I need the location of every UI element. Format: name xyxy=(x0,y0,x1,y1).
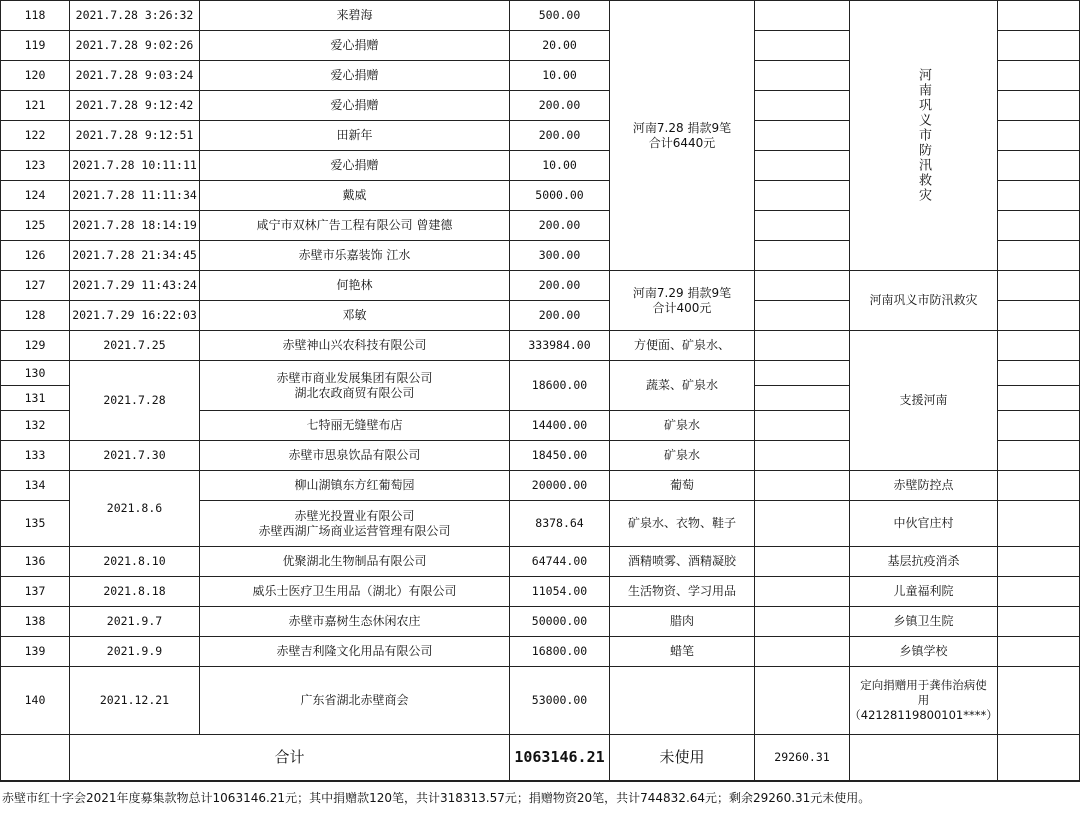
row-number: 130 xyxy=(0,361,70,386)
row-number: 138 xyxy=(0,607,70,637)
row-number: 132 xyxy=(0,411,70,441)
empty-cell xyxy=(755,637,850,667)
donation-amount: 20.00 xyxy=(510,31,610,61)
empty-cell xyxy=(998,301,1080,331)
usage-purpose: 河南巩义市防汛救灾 xyxy=(850,271,998,331)
empty-cell xyxy=(755,91,850,121)
donation-date: 2021.7.28 3:26:32 xyxy=(70,0,200,31)
row-number: 139 xyxy=(0,637,70,667)
empty-cell xyxy=(998,607,1080,637)
goods-description: 生活物资、学习用品 xyxy=(610,577,755,607)
donation-date: 2021.7.28 18:14:19 xyxy=(70,211,200,241)
usage-purpose: 河南巩义市防汛救灾 xyxy=(850,0,998,271)
footer-summary-note: 赤壁市红十字会2021年度募集款物总计1063146.21元；其中捐赠款120笔，共计318313.57元；捐赠物资20笔，共计744832.64元；剩余29260.31元未使用。 xyxy=(0,781,1080,813)
cash-donation-summary: 河南7.29 捐款9笔 合计400元 xyxy=(610,271,755,331)
empty-cell xyxy=(755,181,850,211)
empty-cell xyxy=(998,361,1080,386)
empty-cell xyxy=(998,271,1080,301)
donation-amount: 200.00 xyxy=(510,211,610,241)
empty-cell xyxy=(998,0,1080,31)
row-number: 125 xyxy=(0,211,70,241)
usage-purpose: 赤壁防控点 xyxy=(850,471,998,501)
usage-purpose: 乡镇卫生院 xyxy=(850,607,998,637)
donor-name: 邓敏 xyxy=(200,301,510,331)
usage-purpose: 定向捐赠用于龚伟治病使 用 （42128119800101****） xyxy=(850,667,998,735)
row-number: 140 xyxy=(0,667,70,735)
empty-cell xyxy=(998,211,1080,241)
row-number: 131 xyxy=(0,386,70,411)
donation-amount: 53000.00 xyxy=(510,667,610,735)
usage-purpose: 基层抗疫消杀 xyxy=(850,547,998,577)
donation-amount: 300.00 xyxy=(510,241,610,271)
goods-description xyxy=(610,667,755,735)
donation-amount: 5000.00 xyxy=(510,181,610,211)
empty-cell xyxy=(755,547,850,577)
donation-date: 2021.9.7 xyxy=(70,607,200,637)
donation-amount: 18450.00 xyxy=(510,441,610,471)
donation-date: 2021.9.9 xyxy=(70,637,200,667)
goods-description: 蜡笔 xyxy=(610,637,755,667)
empty-cell xyxy=(755,386,850,411)
donation-amount: 200.00 xyxy=(510,271,610,301)
empty-cell xyxy=(755,607,850,637)
row-number: 136 xyxy=(0,547,70,577)
donation-amount: 500.00 xyxy=(510,0,610,31)
donor-name: 爱心捐赠 xyxy=(200,151,510,181)
donation-date: 2021.7.28 xyxy=(70,361,200,441)
donation-date: 2021.7.28 11:11:34 xyxy=(70,181,200,211)
unused-amount: 29260.31 xyxy=(755,735,850,781)
donor-name: 广东省湖北赤壁商会 xyxy=(200,667,510,735)
empty-cell xyxy=(755,61,850,91)
donation-date: 2021.7.28 10:11:11 xyxy=(70,151,200,181)
empty-cell xyxy=(755,0,850,31)
donation-date: 2021.8.6 xyxy=(70,471,200,547)
donation-date: 2021.7.28 9:02:26 xyxy=(70,31,200,61)
donation-amount: 8378.64 xyxy=(510,501,610,547)
donation-date: 2021.8.18 xyxy=(70,577,200,607)
row-number: 124 xyxy=(0,181,70,211)
empty-cell xyxy=(998,501,1080,547)
donor-name: 赤壁市嘉树生态休闲农庄 xyxy=(200,607,510,637)
donor-name: 威乐士医疗卫生用品（湖北）有限公司 xyxy=(200,577,510,607)
row-number: 118 xyxy=(0,0,70,31)
empty-cell xyxy=(850,735,998,781)
donor-name: 赤壁神山兴农科技有限公司 xyxy=(200,331,510,361)
donor-name: 何艳林 xyxy=(200,271,510,301)
donation-amount: 10.00 xyxy=(510,61,610,91)
donor-name: 爱心捐赠 xyxy=(200,61,510,91)
empty-cell xyxy=(998,735,1080,781)
donor-name: 优聚湖北生物制品有限公司 xyxy=(200,547,510,577)
usage-purpose: 中伙官庄村 xyxy=(850,501,998,547)
empty-cell xyxy=(998,667,1080,735)
empty-cell xyxy=(998,441,1080,471)
unused-label: 未使用 xyxy=(610,735,755,781)
total-amount: 1063146.21 xyxy=(510,735,610,781)
row-number: 128 xyxy=(0,301,70,331)
empty-cell xyxy=(755,151,850,181)
usage-purpose: 支援河南 xyxy=(850,331,998,471)
row-number: 126 xyxy=(0,241,70,271)
row-number: 129 xyxy=(0,331,70,361)
donor-name: 赤壁市乐嘉装饰 江水 xyxy=(200,241,510,271)
donor-name: 赤壁光投置业有限公司 赤壁西湖广场商业运营管理有限公司 xyxy=(200,501,510,547)
donation-date: 2021.8.10 xyxy=(70,547,200,577)
empty-cell xyxy=(755,411,850,441)
donor-name: 赤壁吉利隆文化用品有限公司 xyxy=(200,637,510,667)
donation-date: 2021.7.28 9:03:24 xyxy=(70,61,200,91)
donation-amount: 16800.00 xyxy=(510,637,610,667)
empty-cell xyxy=(998,547,1080,577)
row-number: 133 xyxy=(0,441,70,471)
row-number: 119 xyxy=(0,31,70,61)
donor-name: 赤壁市商业发展集团有限公司 湖北农政商贸有限公司 xyxy=(200,361,510,411)
cash-donation-summary: 河南7.28 捐款9笔 合计6440元 xyxy=(610,0,755,271)
empty-cell xyxy=(755,501,850,547)
donation-amount: 200.00 xyxy=(510,301,610,331)
empty-cell xyxy=(998,386,1080,411)
donor-name: 田新年 xyxy=(200,121,510,151)
empty-cell xyxy=(755,331,850,361)
donation-amount: 50000.00 xyxy=(510,607,610,637)
empty-cell xyxy=(755,471,850,501)
donation-date: 2021.7.28 9:12:51 xyxy=(70,121,200,151)
empty-cell xyxy=(998,151,1080,181)
donation-amount: 200.00 xyxy=(510,91,610,121)
row-number: 122 xyxy=(0,121,70,151)
empty-cell xyxy=(998,471,1080,501)
empty-cell xyxy=(998,331,1080,361)
usage-purpose: 儿童福利院 xyxy=(850,577,998,607)
goods-description: 矿泉水、衣物、鞋子 xyxy=(610,501,755,547)
empty-cell xyxy=(0,735,70,781)
empty-cell xyxy=(998,181,1080,211)
usage-purpose: 乡镇学校 xyxy=(850,637,998,667)
donation-date: 2021.7.29 16:22:03 xyxy=(70,301,200,331)
row-number: 134 xyxy=(0,471,70,501)
goods-description: 矿泉水 xyxy=(610,441,755,471)
donation-date: 2021.7.30 xyxy=(70,441,200,471)
empty-cell xyxy=(755,121,850,151)
empty-cell xyxy=(755,211,850,241)
donation-date: 2021.7.29 11:43:24 xyxy=(70,271,200,301)
empty-cell xyxy=(998,61,1080,91)
row-number: 127 xyxy=(0,271,70,301)
donor-name: 爱心捐赠 xyxy=(200,31,510,61)
goods-description: 矿泉水 xyxy=(610,411,755,441)
donation-date: 2021.12.21 xyxy=(70,667,200,735)
empty-cell xyxy=(998,121,1080,151)
goods-description: 酒精喷雾、酒精凝胶 xyxy=(610,547,755,577)
row-number: 137 xyxy=(0,577,70,607)
donation-amount: 11054.00 xyxy=(510,577,610,607)
empty-cell xyxy=(755,301,850,331)
donor-name: 七特丽无缝壁布店 xyxy=(200,411,510,441)
goods-description: 方便面、矿泉水、 xyxy=(610,331,755,361)
empty-cell xyxy=(998,91,1080,121)
empty-cell xyxy=(755,441,850,471)
empty-cell xyxy=(998,637,1080,667)
empty-cell xyxy=(998,411,1080,441)
empty-cell xyxy=(755,577,850,607)
donation-amount: 14400.00 xyxy=(510,411,610,441)
row-number: 121 xyxy=(0,91,70,121)
goods-description: 腊肉 xyxy=(610,607,755,637)
donor-name: 赤壁市思泉饮品有限公司 xyxy=(200,441,510,471)
empty-cell xyxy=(755,667,850,735)
row-number: 120 xyxy=(0,61,70,91)
donor-name: 来碧海 xyxy=(200,0,510,31)
donation-amount: 10.00 xyxy=(510,151,610,181)
donation-amount: 200.00 xyxy=(510,121,610,151)
donation-amount: 64744.00 xyxy=(510,547,610,577)
goods-description: 葡萄 xyxy=(610,471,755,501)
empty-cell xyxy=(998,577,1080,607)
donor-name: 戴威 xyxy=(200,181,510,211)
donation-date: 2021.7.28 9:12:42 xyxy=(70,91,200,121)
donor-name: 爱心捐赠 xyxy=(200,91,510,121)
row-number: 123 xyxy=(0,151,70,181)
donation-amount: 20000.00 xyxy=(510,471,610,501)
empty-cell xyxy=(755,31,850,61)
donation-date: 2021.7.28 21:34:45 xyxy=(70,241,200,271)
empty-cell xyxy=(998,241,1080,271)
empty-cell xyxy=(998,31,1080,61)
donation-date: 2021.7.25 xyxy=(70,331,200,361)
total-label: 合计 xyxy=(70,735,510,781)
empty-cell xyxy=(755,271,850,301)
donation-amount: 18600.00 xyxy=(510,361,610,411)
row-number: 135 xyxy=(0,501,70,547)
donor-name: 柳山湖镇东方红葡萄园 xyxy=(200,471,510,501)
goods-description: 蔬菜、矿泉水 xyxy=(610,361,755,411)
empty-cell xyxy=(755,241,850,271)
empty-cell xyxy=(755,361,850,386)
donation-amount: 333984.00 xyxy=(510,331,610,361)
donor-name: 咸宁市双林广告工程有限公司 曾建德 xyxy=(200,211,510,241)
